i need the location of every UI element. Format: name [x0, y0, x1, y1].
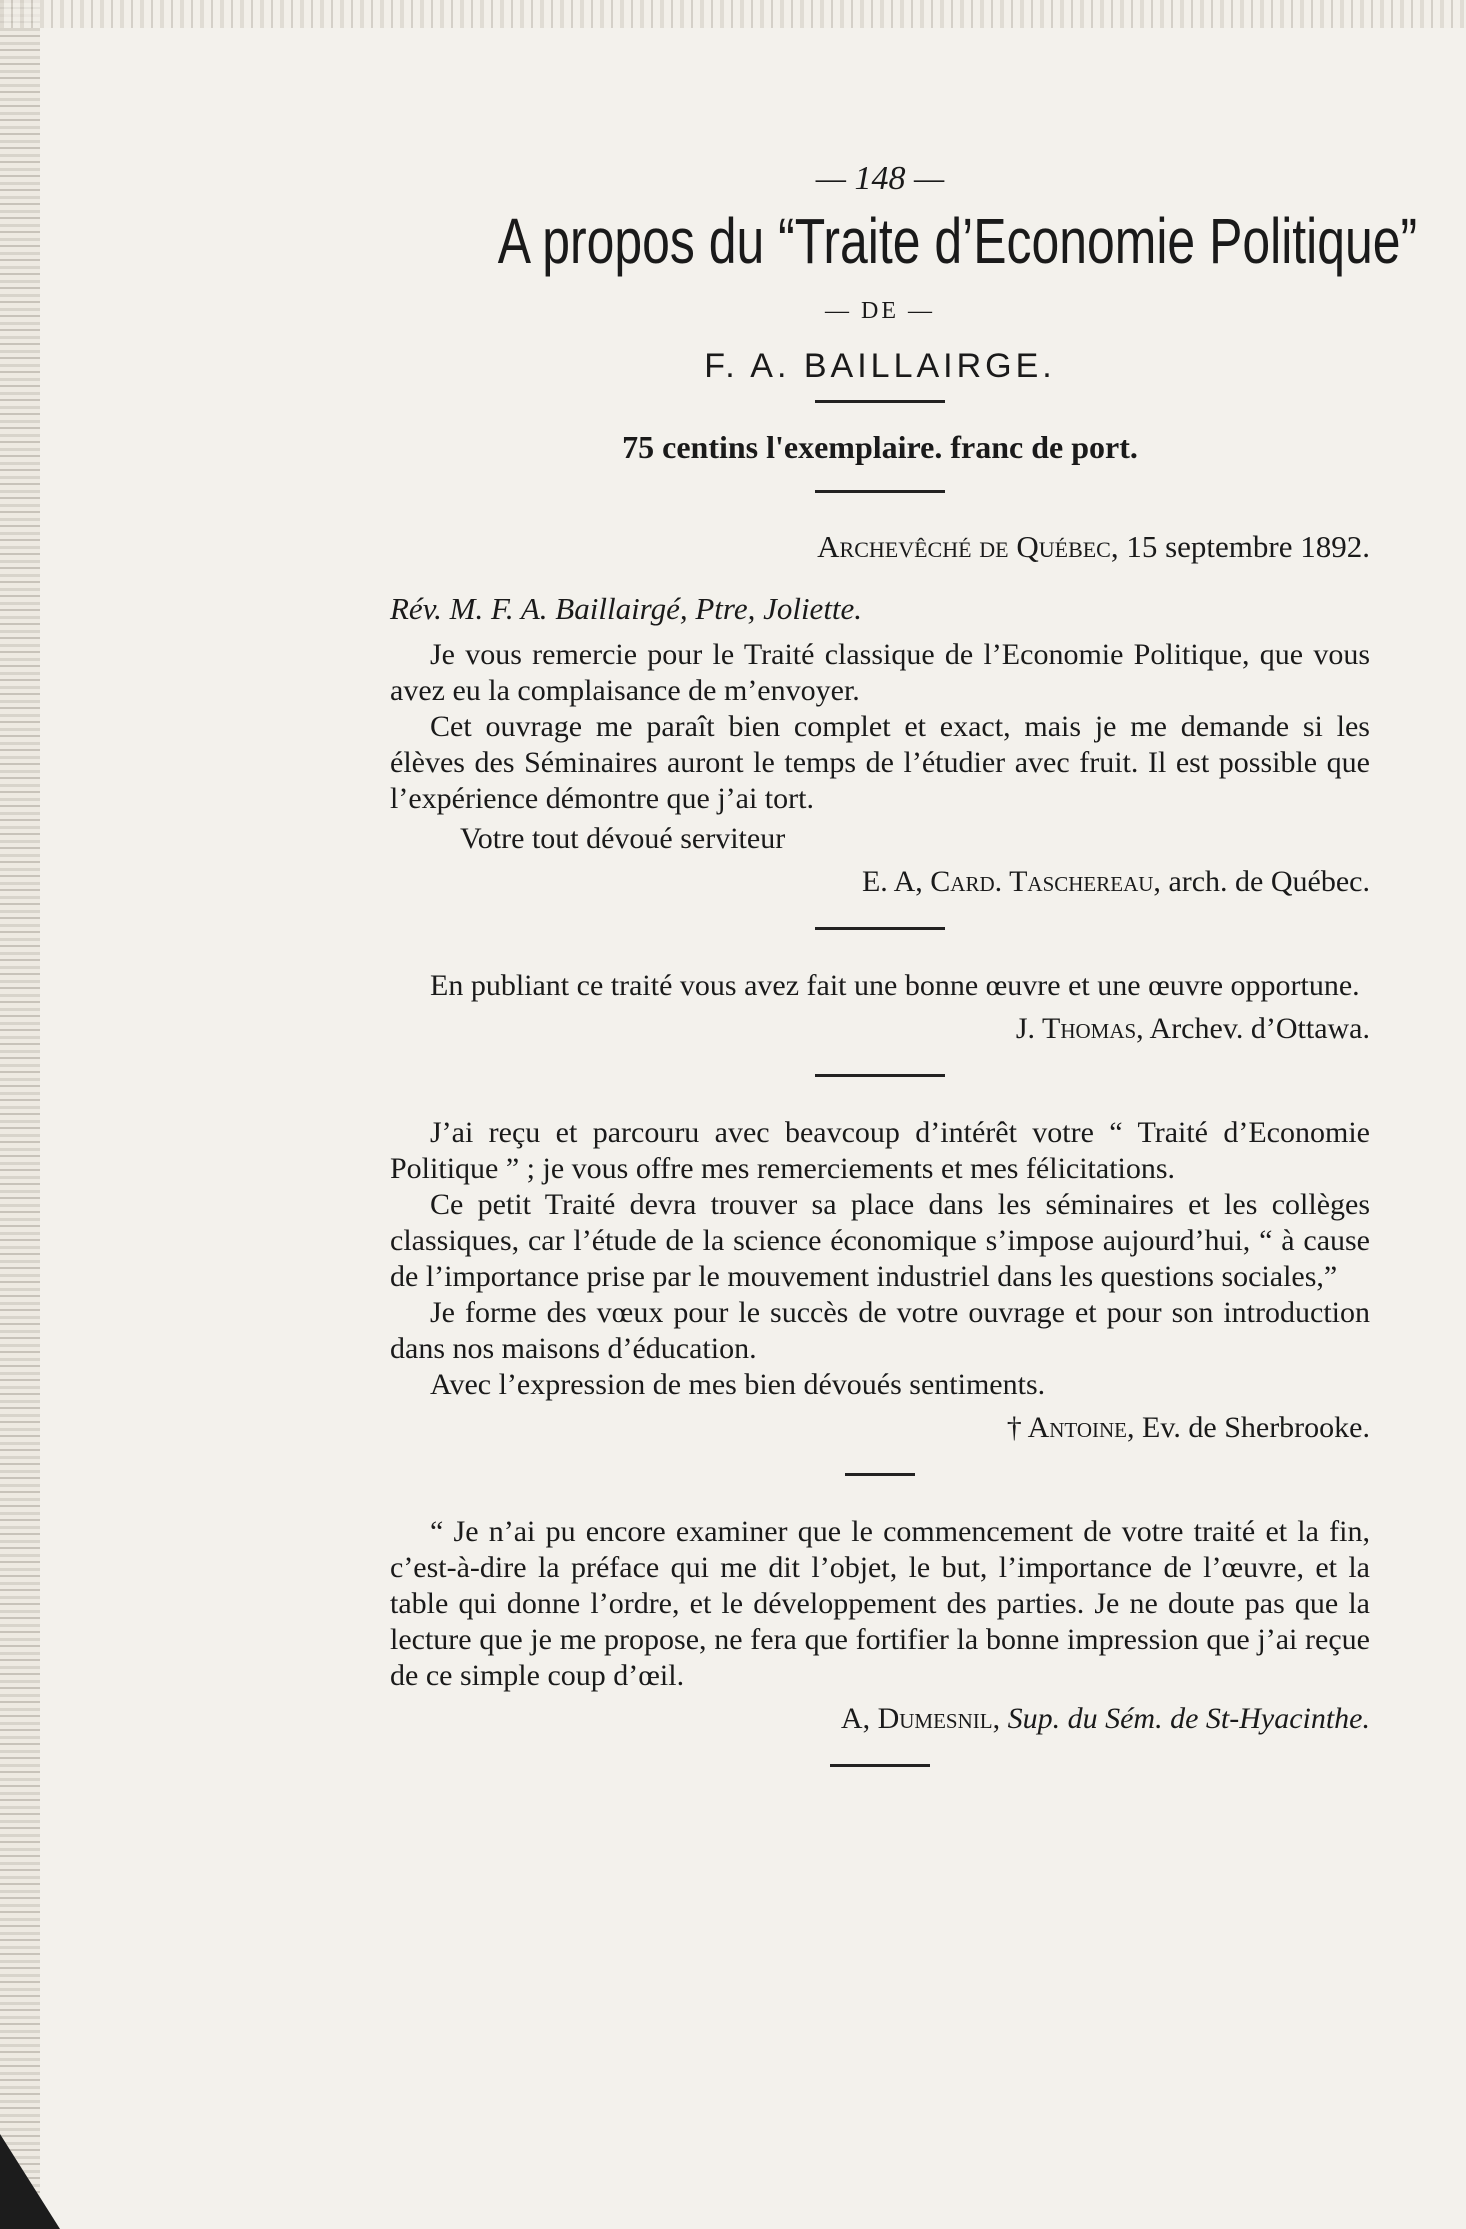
- signature-name: E. A, Card. Taschereau,: [861, 865, 1161, 898]
- letter-closing: Votre tout dévoué serviteur: [460, 822, 786, 855]
- letter-antoine: [390, 1115, 1370, 1447]
- divider: [815, 927, 945, 930]
- signature-name: J. Thomas,: [1015, 1012, 1144, 1045]
- signature: [390, 1010, 1370, 1048]
- signature: [390, 1409, 1370, 1447]
- scan-corner-mark: [0, 2134, 60, 2229]
- byline-de: — DE —: [825, 298, 935, 324]
- dateline-place: Archevêché de Québec,: [817, 529, 1119, 564]
- letter-paragraph: Je forme des vœux pour le succès de votre ouvrage et pour son introduction dans nos maisons d’éducation.: [390, 1296, 1370, 1365]
- addressee: Rév. M. F. A. Baillairgé, Ptre, Joliette.: [390, 591, 863, 626]
- letter-paragraph: “ Je n’ai pu encore examiner que le commencement de votre traité et la fin, c’est-à-dire la préface qui me dit l’objet, le but, l’importance de l’œuvre, et la table qui donne l’ordre, et le développement des parties. Je ne doute pas que la lecture que je me propose, ne fera que fortifier la bonne impression que j’ai reçue de ce simple coup d’œil.: [390, 1515, 1370, 1692]
- price-line: 75 centins l'exemplaire. franc de port.: [622, 429, 1138, 465]
- letter-paragraph: J’ai reçu et parcouru avec beavcoup d’intérêt votre “ Traité d’Economie Politique ” ; je vous offre mes remerciements et mes félicitations.: [390, 1116, 1370, 1185]
- divider: [845, 1473, 915, 1476]
- scan-edge-top: [0, 0, 1466, 28]
- page-number: — 148 —: [815, 160, 945, 197]
- document-page: [390, 160, 1418, 1767]
- signature: [390, 1700, 1370, 1738]
- dateline: [390, 529, 1370, 565]
- signature-title: Sup. du Sém. de St-Hyacinthe.: [1007, 1702, 1370, 1735]
- author-name: F. A. BAILLAIRGE.: [704, 347, 1056, 385]
- letter-paragraph: Cet ouvrage me paraît bien complet et exact, mais je me demande si les élèves des Séminaires auront le temps de l’étudier avec fruit. Il est possible que l’expérience démontre que j’ai tort.: [390, 710, 1370, 815]
- letter-taschereau: [390, 637, 1370, 901]
- signature: [390, 863, 1370, 901]
- letter-thomas: [390, 968, 1370, 1048]
- signature-title: Ev. de Sherbrooke.: [1142, 1411, 1370, 1444]
- divider: [815, 400, 945, 403]
- letter-paragraph: Ce petit Traité devra trouver sa place dans les séminaires et les collèges classiques, car l’étude de la science économique s’impose aujourd’hui, “ à cause de l’importance prise par le mouvement industriel dans les questions sociales,”: [390, 1188, 1370, 1293]
- signature-title: arch. de Québec.: [1168, 865, 1370, 898]
- letter-paragraph: Je vous remercie pour le Traité classique de l’Economie Politique, que vous avez eu la complaisance de m’envoyer.: [390, 638, 1370, 707]
- divider: [815, 490, 945, 493]
- signature-name: † Antoine,: [1006, 1411, 1135, 1444]
- signature-title: Archev. d’Ottawa.: [1149, 1012, 1370, 1045]
- letter-dumesnil: [390, 1514, 1370, 1738]
- signature-name: A, Dumesnil,: [840, 1702, 1001, 1735]
- dateline-date: 15 septembre 1892.: [1126, 529, 1370, 564]
- divider: [815, 1074, 945, 1077]
- scan-edge-left: [0, 0, 40, 2229]
- letter-paragraph: En publiant ce traité vous avez fait une bonne œuvre et une œuvre opportune.: [430, 969, 1360, 1002]
- page-title: A propos du “Traite d’Economie Politique”: [497, 205, 1418, 277]
- divider: [830, 1764, 930, 1767]
- letter-paragraph: Avec l’expression de mes bien dévoués sentiments.: [430, 1368, 1046, 1401]
